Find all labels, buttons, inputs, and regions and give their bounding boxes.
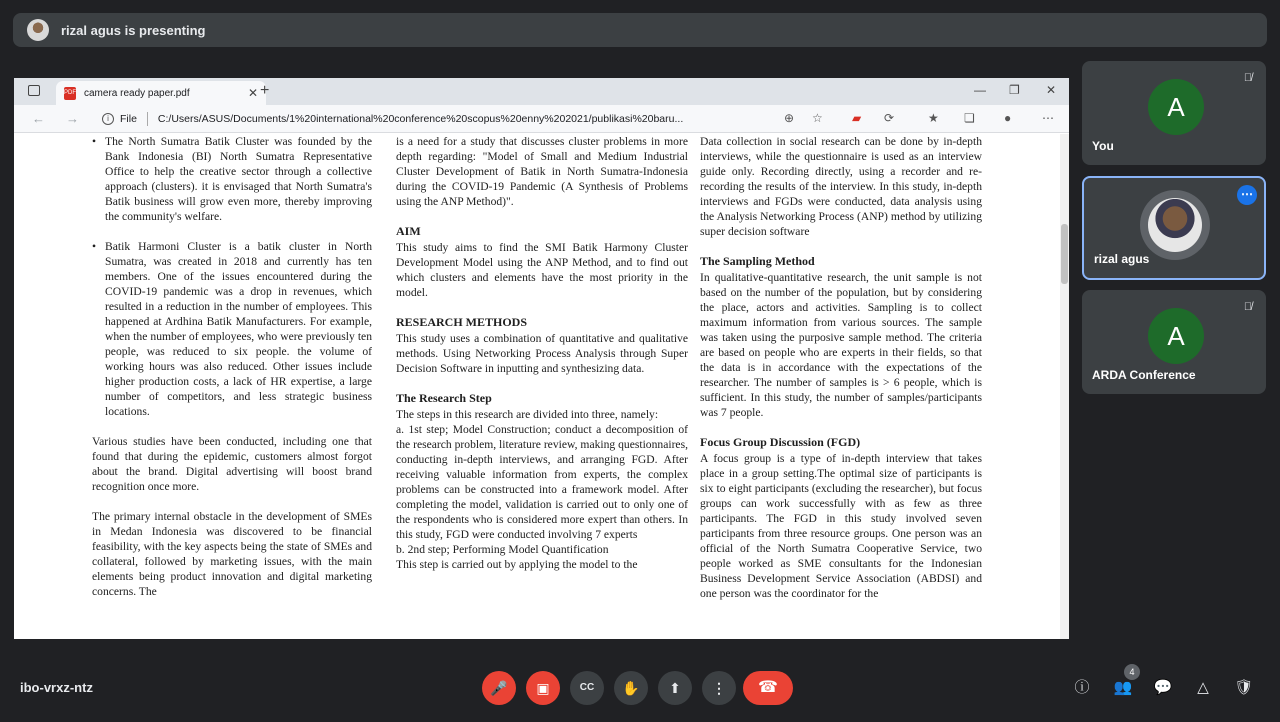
paragraph: A focus group is a type of in-depth interview that takes place in a group setting.The optimal size of participants is six to eight participants (excluding the researcher), but focus groups can work successfully with as few as three participants. The FGD in this study involved seven participants from three resource groups. One person was an official of the North Sumatra Cooperative Service, two people worked as SME consultants for the Indonesian Business Development Service Association (ABDSI) and one person was the coordinator for the <box>700 452 982 600</box>
host-controls-icon[interactable]: 🛡 <box>1234 679 1254 696</box>
file-label: File <box>120 113 137 125</box>
paragraph: In qualitative-quantitative research, the unit sample is not based on the number of the population, but by considering the place, actors and activities. Sampling is to collect maximum information from various sources. The sample was taken using the purposive sample method. The criteria are based on people who are experts in their fields, so that the data is in accordance with the expectations of the researcher. The number of samples is > 6 people, which is sufficient. In this study, the number of samples/participants was 7 people. <box>700 271 982 419</box>
avatar: A <box>1148 79 1204 135</box>
pdf-column-2 <box>396 134 688 572</box>
favorite-add-icon[interactable]: ☆ <box>812 111 823 125</box>
zoom-icon[interactable]: ⊕ <box>784 111 795 125</box>
paragraph: Various studies have been conducted, including one that found that during the epidemic, customers almost forgot about the brand. Digital advertising will boost brand recognition once more. <box>92 435 372 493</box>
url-text: C:/Users/ASUS/Documents/1%20international%20conference%20scopus%20enny%202021/publikasi%20baru... <box>157 113 684 125</box>
more-options-icon[interactable]: ⋯ <box>1237 185 1257 205</box>
mic-off-icon: 🎙̸ <box>1243 301 1253 313</box>
participant-name: rizal agus <box>1094 252 1150 266</box>
pdf-column-1 <box>92 134 372 614</box>
scrollbar-thumb[interactable] <box>1061 224 1068 284</box>
avatar: A <box>1148 308 1204 364</box>
back-icon[interactable]: ← <box>32 111 45 126</box>
paragraph: The primary internal obstacle in the development of SMEs in Medan Indonesia was discovered to be financial feasibility, with the key aspects being the state of SMEs and collateral, followed by marketing issues, with the main elements being product innovation and digital marketing concerns. The <box>92 510 372 598</box>
paragraph: a. 1st step; Model Construction; conduct a decomposition of the research problem, literature review, making questionnaires, conducting in-depth interviews, and arranging FGD. After receiving valuable information from experts, the complex problems can be constructed into a framework model. After completing the model, validation is carried out to only one of the respondents who is considered more expert than others. In this study, FGD were conducted involving 7 experts <box>396 423 688 541</box>
participant-name: You <box>1092 139 1114 153</box>
section-heading: RESEARCH METHODS <box>396 315 528 329</box>
bullet-item: • The North Sumatra Batik Cluster was founded by the Bank Indonesia (BI) North Sumatra Representative Office to help the creative sector through a collective approach (clusters). it is envisaged that North Sumatra's Batik business will grow even more, thereby improving the community's welfare. <box>92 134 372 224</box>
info-icon[interactable]: i <box>102 113 114 125</box>
participant-tile-arda-conference[interactable] <box>1082 290 1266 394</box>
forward-icon[interactable]: → <box>66 111 79 126</box>
section-heading: The Research Step <box>396 391 492 405</box>
pdf-column-3 <box>700 134 982 616</box>
paragraph: This step is carried out by applying the model to the <box>396 558 638 571</box>
present-button[interactable]: ⬆ <box>658 671 692 705</box>
pdf-icon: PDF <box>64 87 76 100</box>
address-separator <box>147 112 148 126</box>
section-heading: AIM <box>396 224 421 238</box>
paragraph: This study uses a combination of quantitative and qualitative methods. Using Networking Process Analysis through Super Decision Software in inputting and synthesizing data. <box>396 332 688 375</box>
pdf-page[interactable] <box>14 134 1069 639</box>
paragraph: is a need for a study that discusses cluster problems in more depth regarding: "Model of Small and Medium Industrial Cluster Development of Batik in North Sumatra-Indonesia during the COVID-19 Pandemic (A Synthesis of Problems using the ANP Method)". <box>396 135 688 208</box>
activities-icon[interactable]: △ <box>1197 679 1209 696</box>
shared-screen <box>14 78 1069 639</box>
bullet-item: • Batik Harmoni Cluster is a batik cluster in North Sumatra, was created in 2018 and currently has ten members. One of the issues encountered during the COVID-19 pandemic was a drop in revenues, which resulted in a reduction in the number of employees. This happened at Ardhina Batik Manufacturers. For example, when the number of employees, who were previously ten people, was reduced to six people. the volume of working hours was also reduced. Other issues include higher production costs, a lack of HR expertise, a large number of competitors, and less strategic business locations. <box>92 239 372 419</box>
new-tab-icon[interactable]: + <box>260 82 270 99</box>
mic-toggle-button[interactable]: 🎤 <box>482 671 516 705</box>
participant-photo <box>1140 190 1210 260</box>
camera-toggle-button[interactable]: ▣ <box>526 671 560 705</box>
participant-name: ARDA Conference <box>1092 368 1196 382</box>
paragraph: The steps in this research are divided into three, namely: <box>396 408 659 421</box>
address-bar <box>14 105 1069 133</box>
profile-icon[interactable]: ● <box>1004 111 1012 125</box>
window-close-icon[interactable]: ✕ <box>1046 83 1057 97</box>
workspaces-icon[interactable] <box>28 85 40 96</box>
section-heading: Focus Group Discussion (FGD) <box>700 435 861 449</box>
extension-icon[interactable]: ▰ <box>852 111 862 125</box>
participant-tile-you[interactable] <box>1082 61 1266 165</box>
meeting-code: ibo-vrxz-ntz <box>20 680 93 695</box>
collections-icon[interactable]: ❏ <box>964 111 975 125</box>
people-icon[interactable]: 👥 <box>1113 679 1133 696</box>
tab-title: camera ready paper.pdf <box>84 87 190 99</box>
meeting-details-icon[interactable]: ⓘ <box>1074 679 1090 696</box>
presenter-avatar <box>27 19 49 41</box>
participant-tile-rizal-agus[interactable] <box>1082 176 1266 280</box>
browser-tab[interactable] <box>56 81 266 105</box>
url-field[interactable] <box>102 108 802 130</box>
more-options-button[interactable]: ⋮ <box>702 671 736 705</box>
paragraph: Data collection in social research can be done by in-depth interviews, while the questionnaire is used as an interview guide only. Recording directly, using a recorder and re-recording the results of the interview. In this study, in-depth interviews and FGDs were conducted, data analysis using the Analysis Networking Process (ANP) method by utilizing super decision software <box>700 135 982 238</box>
chat-icon[interactable]: 💬 <box>1153 679 1173 696</box>
close-tab-icon[interactable]: ✕ <box>247 86 258 100</box>
favorites-icon[interactable]: ★ <box>928 111 939 125</box>
pdf-scrollbar[interactable] <box>1060 134 1069 639</box>
participant-count-badge: 4 <box>1124 664 1140 680</box>
section-heading: The Sampling Method <box>700 254 815 268</box>
paragraph: This study aims to find the SMI Batik Harmony Cluster Development Model using the ANP Method, and to find out which clusters and elements have the most priority in the model. <box>396 241 688 299</box>
leave-call-button[interactable]: ☎ <box>743 671 793 705</box>
browser-tab-bar <box>14 78 1069 105</box>
presenting-banner <box>13 13 1267 47</box>
presenting-text: rizal agus is presenting <box>61 22 206 38</box>
mic-off-icon: 🎙̸ <box>1243 72 1253 84</box>
raise-hand-button[interactable]: ✋ <box>614 671 648 705</box>
minimize-icon[interactable]: — <box>974 83 986 97</box>
restore-icon[interactable]: ❐ <box>1009 83 1020 97</box>
captions-button[interactable]: CC <box>570 671 604 705</box>
refresh-extension-icon[interactable]: ⟳ <box>884 111 895 125</box>
more-menu-icon[interactable]: ⋯ <box>1042 111 1054 125</box>
paragraph: b. 2nd step; Performing Model Quantification <box>396 543 609 556</box>
